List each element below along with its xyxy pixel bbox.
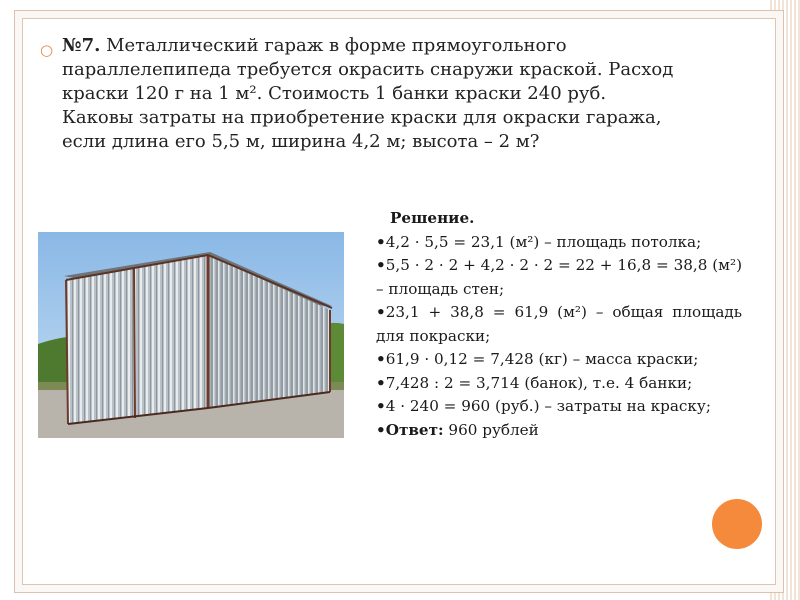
metal-garage-photo (38, 232, 344, 438)
answer-value: 960 рублей (448, 420, 539, 439)
solution-step: •4 · 240 = 960 (руб.) – затраты на краску; (376, 397, 711, 415)
solution-heading: Решение. (390, 209, 475, 227)
problem-statement (40, 34, 682, 154)
left-margin (0, 0, 14, 600)
solution-step: •5,5 · 2 · 2 + 4,2 · 2 · 2 = 22 + 16,8 = 38,8 (м²) – площадь стен; (376, 256, 742, 298)
solution-answer: •Ответ: 960 рублей (376, 420, 539, 439)
solution-step: •61,9 · 0,12 = 7,428 (кг) – масса краски; (376, 350, 699, 368)
bullet-icon: ○ (40, 41, 54, 59)
solution-block (376, 207, 742, 442)
solution-step: •7,428 : 2 = 3,714 (банок), т.е. 4 банки; (376, 373, 693, 392)
garage-front-wall (66, 255, 208, 424)
solution-step: •4,2 · 5,5 = 23,1 (м²) – площадь потолка; (376, 232, 702, 251)
solution-step: •23,1 + 38,8 = 61,9 (м²) – общая площадь для покраски; (376, 303, 742, 345)
problem-number: №7. (62, 35, 101, 56)
orange-circle (712, 499, 762, 549)
problem-text: Металлический гараж в форме прямоугольного параллелепипеда требуется окрасить снаружи краской. Расход краски 120 г на 1 м². Стоимость 1 банки краски 240 руб. Каковы затраты на приобретение краски для окраски гаража, если длина его 5,5 м, ширина 4,2 м; высота – 2 м? (62, 35, 674, 152)
answer-label: Ответ: (385, 420, 444, 439)
